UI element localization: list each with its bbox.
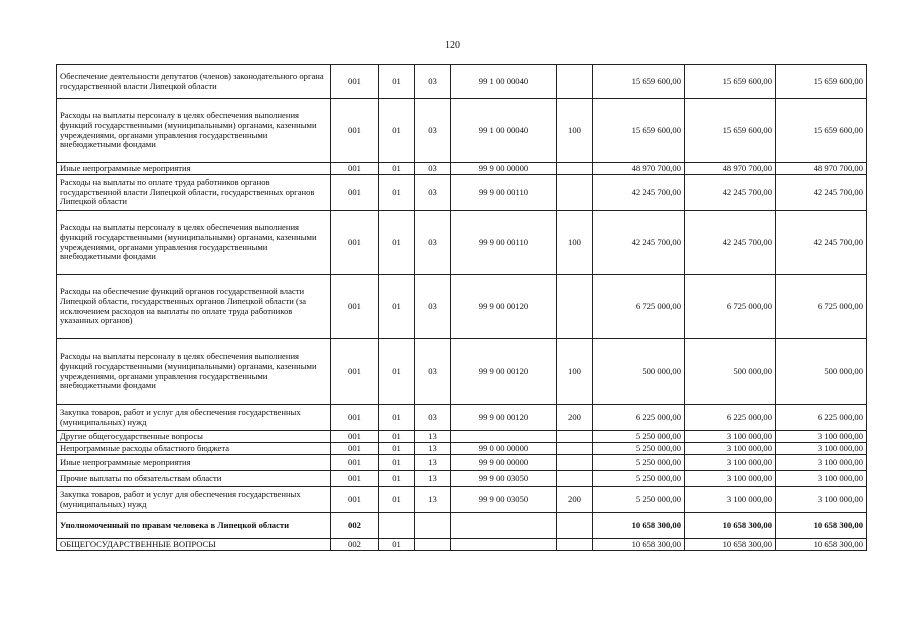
subsection-code-cell: 03	[415, 175, 451, 211]
row-name-cell: Расходы на обеспечение функций органов государственной власти Липецкой области, государственных органов Липецкой области (за исключением расходов на выплаты по оплате труда работников указанных органов)	[57, 275, 331, 339]
budget-table	[56, 64, 867, 551]
target-article-cell: 99 9 00 00120	[451, 405, 557, 431]
amount-year2-cell: 500 000,00	[685, 339, 776, 405]
table-row	[57, 339, 867, 405]
table-row	[57, 471, 867, 487]
amount-year1-cell: 15 659 600,00	[593, 99, 685, 163]
section-code-cell: 01	[379, 339, 415, 405]
amount-year2-cell: 15 659 600,00	[685, 65, 776, 99]
amount-year3-cell: 3 100 000,00	[776, 431, 867, 443]
subsection-code-cell: 13	[415, 455, 451, 471]
expense-type-cell: 100	[557, 99, 593, 163]
target-article-cell: 99 9 00 00110	[451, 175, 557, 211]
expense-type-cell	[557, 275, 593, 339]
amount-year2-cell: 3 100 000,00	[685, 487, 776, 513]
ved-code-cell: 001	[331, 339, 379, 405]
amount-year2-cell: 3 100 000,00	[685, 471, 776, 487]
section-code-cell: 01	[379, 487, 415, 513]
amount-year2-cell: 42 245 700,00	[685, 175, 776, 211]
ved-code-cell: 001	[331, 65, 379, 99]
amount-year1-cell: 5 250 000,00	[593, 431, 685, 443]
amount-year1-cell: 42 245 700,00	[593, 175, 685, 211]
table-row	[57, 211, 867, 275]
subsection-code-cell: 13	[415, 487, 451, 513]
row-name-cell: Расходы на выплаты персоналу в целях обеспечения выполнения функций государственными (муниципальными) органами, казенными учреждениями, органами управления государственными внебюджетными фондами	[57, 211, 331, 275]
expense-type-cell	[557, 471, 593, 487]
section-code-cell: 01	[379, 211, 415, 275]
table-row	[57, 539, 867, 551]
table-body	[57, 65, 867, 551]
subsection-code-cell: 03	[415, 339, 451, 405]
row-name-cell: Иные непрограммные мероприятия	[57, 163, 331, 175]
subsection-code-cell	[415, 513, 451, 539]
subsection-code-cell: 13	[415, 471, 451, 487]
target-article-cell: 99 9 00 00000	[451, 163, 557, 175]
ved-code-cell: 001	[331, 487, 379, 513]
row-name-cell: Расходы на выплаты персоналу в целях обеспечения выполнения функций государственными (муниципальными) органами, казенными учреждениями, органами управления государственными внебюджетными фондами	[57, 339, 331, 405]
amount-year1-cell: 10 658 300,00	[593, 539, 685, 551]
page-number: 120	[445, 40, 460, 51]
section-code-cell: 01	[379, 65, 415, 99]
ved-code-cell: 001	[331, 99, 379, 163]
ved-code-cell: 001	[331, 211, 379, 275]
target-article-cell	[451, 431, 557, 443]
table-row	[57, 455, 867, 471]
ved-code-cell: 002	[331, 513, 379, 539]
table-row	[57, 65, 867, 99]
amount-year2-cell: 6 225 000,00	[685, 405, 776, 431]
row-name-cell: Прочие выплаты по обязательствам области	[57, 471, 331, 487]
subsection-code-cell: 03	[415, 163, 451, 175]
target-article-cell: 99 9 00 03050	[451, 471, 557, 487]
table-row	[57, 443, 867, 455]
ved-code-cell: 001	[331, 431, 379, 443]
amount-year3-cell: 15 659 600,00	[776, 65, 867, 99]
section-code-cell: 01	[379, 443, 415, 455]
section-code-cell: 01	[379, 471, 415, 487]
amount-year1-cell: 5 250 000,00	[593, 471, 685, 487]
amount-year2-cell: 3 100 000,00	[685, 431, 776, 443]
subsection-code-cell: 03	[415, 99, 451, 163]
expense-type-cell	[557, 175, 593, 211]
row-name-cell: Расходы на выплаты по оплате труда работников органов государственной власти Липецкой области, государственных органов Липецкой области	[57, 175, 331, 211]
amount-year3-cell: 42 245 700,00	[776, 211, 867, 275]
amount-year2-cell: 3 100 000,00	[685, 443, 776, 455]
amount-year3-cell: 3 100 000,00	[776, 487, 867, 513]
subsection-code-cell: 13	[415, 443, 451, 455]
target-article-cell: 99 1 00 00040	[451, 65, 557, 99]
ved-code-cell: 001	[331, 443, 379, 455]
target-article-cell: 99 1 00 00040	[451, 99, 557, 163]
section-code-cell: 01	[379, 405, 415, 431]
row-name-cell: Непрограммные расходы областного бюджета	[57, 443, 331, 455]
amount-year3-cell: 10 658 300,00	[776, 513, 867, 539]
subsection-code-cell: 03	[415, 275, 451, 339]
expense-type-cell	[557, 431, 593, 443]
table-row	[57, 163, 867, 175]
expense-type-cell	[557, 455, 593, 471]
amount-year1-cell: 15 659 600,00	[593, 65, 685, 99]
amount-year1-cell: 5 250 000,00	[593, 455, 685, 471]
row-name-cell: Уполномоченный по правам человека в Липецкой области	[57, 513, 331, 539]
expense-type-cell	[557, 513, 593, 539]
expense-type-cell	[557, 539, 593, 551]
amount-year1-cell: 42 245 700,00	[593, 211, 685, 275]
amount-year2-cell: 48 970 700,00	[685, 163, 776, 175]
amount-year3-cell: 6 725 000,00	[776, 275, 867, 339]
amount-year3-cell: 3 100 000,00	[776, 443, 867, 455]
subsection-code-cell: 13	[415, 431, 451, 443]
amount-year1-cell: 5 250 000,00	[593, 443, 685, 455]
table-row	[57, 405, 867, 431]
ved-code-cell: 001	[331, 405, 379, 431]
ved-code-cell: 001	[331, 175, 379, 211]
expense-type-cell: 100	[557, 211, 593, 275]
row-name-cell: ОБЩЕГОСУДАРСТВЕННЫЕ ВОПРОСЫ	[57, 539, 331, 551]
row-name-cell: Закупка товаров, работ и услуг для обеспечения государственных (муниципальных) нужд	[57, 487, 331, 513]
section-code-cell: 01	[379, 163, 415, 175]
amount-year1-cell: 48 970 700,00	[593, 163, 685, 175]
row-name-cell: Обеспечение деятельности депутатов (членов) законодательного органа государственной власти Липецкой области	[57, 65, 331, 99]
amount-year3-cell: 15 659 600,00	[776, 99, 867, 163]
target-article-cell: 99 9 00 00120	[451, 339, 557, 405]
amount-year2-cell: 6 725 000,00	[685, 275, 776, 339]
amount-year1-cell: 6 225 000,00	[593, 405, 685, 431]
section-code-cell	[379, 513, 415, 539]
target-article-cell: 99 9 00 00120	[451, 275, 557, 339]
amount-year3-cell: 3 100 000,00	[776, 471, 867, 487]
table-row	[57, 487, 867, 513]
amount-year3-cell: 48 970 700,00	[776, 163, 867, 175]
ved-code-cell: 001	[331, 471, 379, 487]
ved-code-cell: 001	[331, 163, 379, 175]
amount-year2-cell: 10 658 300,00	[685, 539, 776, 551]
section-code-cell: 01	[379, 455, 415, 471]
table-row	[57, 99, 867, 163]
row-name-cell: Иные непрограммные мероприятия	[57, 455, 331, 471]
target-article-cell: 99 9 00 03050	[451, 487, 557, 513]
section-code-cell: 01	[379, 175, 415, 211]
ved-code-cell: 002	[331, 539, 379, 551]
amount-year3-cell: 500 000,00	[776, 339, 867, 405]
target-article-cell: 99 0 00 00000	[451, 443, 557, 455]
amount-year3-cell: 42 245 700,00	[776, 175, 867, 211]
expense-type-cell: 200	[557, 487, 593, 513]
section-code-cell: 01	[379, 539, 415, 551]
ved-code-cell: 001	[331, 455, 379, 471]
amount-year1-cell: 5 250 000,00	[593, 487, 685, 513]
table-row	[57, 275, 867, 339]
section-code-cell: 01	[379, 99, 415, 163]
section-code-cell: 01	[379, 431, 415, 443]
amount-year3-cell: 3 100 000,00	[776, 455, 867, 471]
target-article-cell	[451, 539, 557, 551]
amount-year1-cell: 6 725 000,00	[593, 275, 685, 339]
target-article-cell: 99 9 00 00110	[451, 211, 557, 275]
target-article-cell	[451, 513, 557, 539]
amount-year2-cell: 10 658 300,00	[685, 513, 776, 539]
amount-year2-cell: 3 100 000,00	[685, 455, 776, 471]
subsection-code-cell: 03	[415, 65, 451, 99]
target-article-cell: 99 9 00 00000	[451, 455, 557, 471]
expense-type-cell	[557, 65, 593, 99]
row-name-cell: Другие общегосударственные вопросы	[57, 431, 331, 443]
row-name-cell: Закупка товаров, работ и услуг для обеспечения государственных (муниципальных) нужд	[57, 405, 331, 431]
amount-year3-cell: 10 658 300,00	[776, 539, 867, 551]
expense-type-cell	[557, 163, 593, 175]
amount-year2-cell: 42 245 700,00	[685, 211, 776, 275]
subsection-code-cell: 03	[415, 405, 451, 431]
table-row	[57, 175, 867, 211]
amount-year1-cell: 500 000,00	[593, 339, 685, 405]
amount-year1-cell: 10 658 300,00	[593, 513, 685, 539]
expense-type-cell: 100	[557, 339, 593, 405]
amount-year3-cell: 6 225 000,00	[776, 405, 867, 431]
expense-type-cell	[557, 443, 593, 455]
table-row	[57, 431, 867, 443]
expense-type-cell: 200	[557, 405, 593, 431]
amount-year2-cell: 15 659 600,00	[685, 99, 776, 163]
subsection-code-cell: 03	[415, 211, 451, 275]
subsection-code-cell	[415, 539, 451, 551]
table-row	[57, 513, 867, 539]
section-code-cell: 01	[379, 275, 415, 339]
row-name-cell: Расходы на выплаты персоналу в целях обеспечения выполнения функций государственными (муниципальными) органами, казенными учреждениями, органами управления государственными внебюджетными фондами	[57, 99, 331, 163]
ved-code-cell: 001	[331, 275, 379, 339]
